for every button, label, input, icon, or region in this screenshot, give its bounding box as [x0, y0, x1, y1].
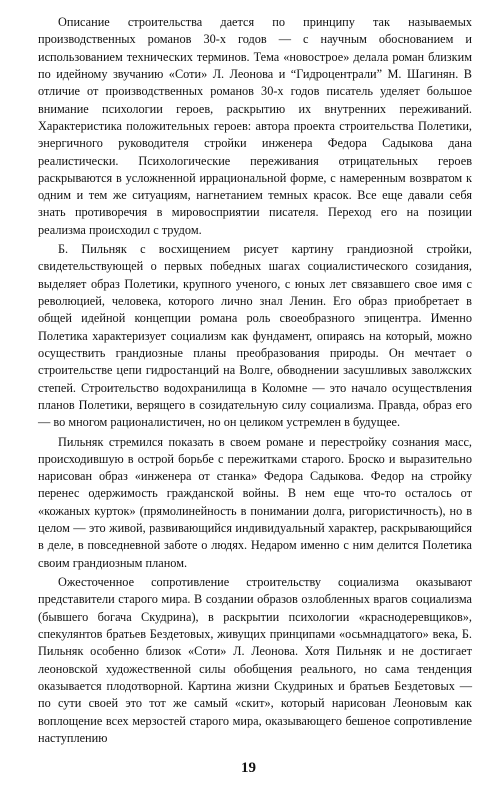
paragraph-2: Б. Пильняк с восхищением рисует картину грандиозной стройки, свидетельствующей о первых победных шагах социалистического созидания, выделяет образ Полетики, крупного ученого, с юных лет связавшего свое имя с революцией, человека, которого лично знал Ленин. Его образ приобретает в общей идейной концепции романа роль своеобразного эпицентра. Именно Полетика характеризует социализм как фундамент, опираясь на который, можно осуществить грандиозные планы преобразования природы. Он мечтает о строительстве цепи гидростанций на Волге, обводнении засушливых заволжских степей. Строительство водохранилища в Коломне — это начало осуществления планов Полетики, верящего в созидательную силу социализма. Правда, образ его — во многом рационалистичен, но он целиком устремлен в будущее.	[38, 242, 472, 430]
page-number: 19	[241, 760, 256, 776]
paragraph-1: Описание строительства дается по принципу так называемых производственных романов 30-х годов — с научным обоснованием и использованием технических терминов. Тема «новострое» делала роман близким по идейному звучанию «Соти» Л. Леонова и “Гидроцентрали” М. Шагинян. В отличие от производственных романов 30-х годов писатель уделяет большое внимание психологии героев, раскрытию их внутренних переживаний. Характеристика положительных героев: автора проекта строительства Полетики, энергичного руководителя стройки инженера Федора Садыкова дана реалистически. Психологические переживания отрицательных героев раскрываются в усложненной иррациональной форме, с намеренным возвратом к одним и тем же ситуациям, нагнетанием темных красок. Все еще давали себя знать противоречия в мировосприятии писателя. Переход его на позиции реализма происходил с трудом.	[38, 15, 472, 237]
paragraph-3: Пильняк стремился показать в своем романе и перестройку сознания масс, происходившую в острой борьбе с пережитками старого. Броско и выразительно нарисован образ «инженера от станка» Федора Садыкова. Федор на стройку перенес одержимость гражданской войны. В нем еще что-то осталось от «кожаных курток» (прямолинейность в понимании долга, ригористичность), но в целом — это живой, развивающийся индивидуальный характер, раскрывающийся в деле, в повседневной заботе о людях. Недаром именно с ним делится Полетика своим грандиозным планом.	[38, 434, 472, 570]
paragraph-4: Ожесточенное сопротивление строительству социализма оказывают представители старого мира. В создании образов озлобленных врагов социализма (бывшего богача Скудрина), в раскрытии психологии «краснодеревщиков», спекулянтов братьев Бездетовых, живущих принципами «осьмнадцатого» века, Б. Пильняк особенно близок «Соти» Л. Леонова. Хотя Пильняк и не достигает леоновской художественной силы обобщения реального, но сама тенденция оказывается плодотворной. Картина жизни Скудриных и братьев Бездетовых — по сути своей это тот же самый «скит», который нарисован Леоновым как воплощение всех мерзостей старого мира, оказывающего бешеное сопротивление наступлению	[38, 575, 472, 745]
body-text	[38, 14, 472, 747]
